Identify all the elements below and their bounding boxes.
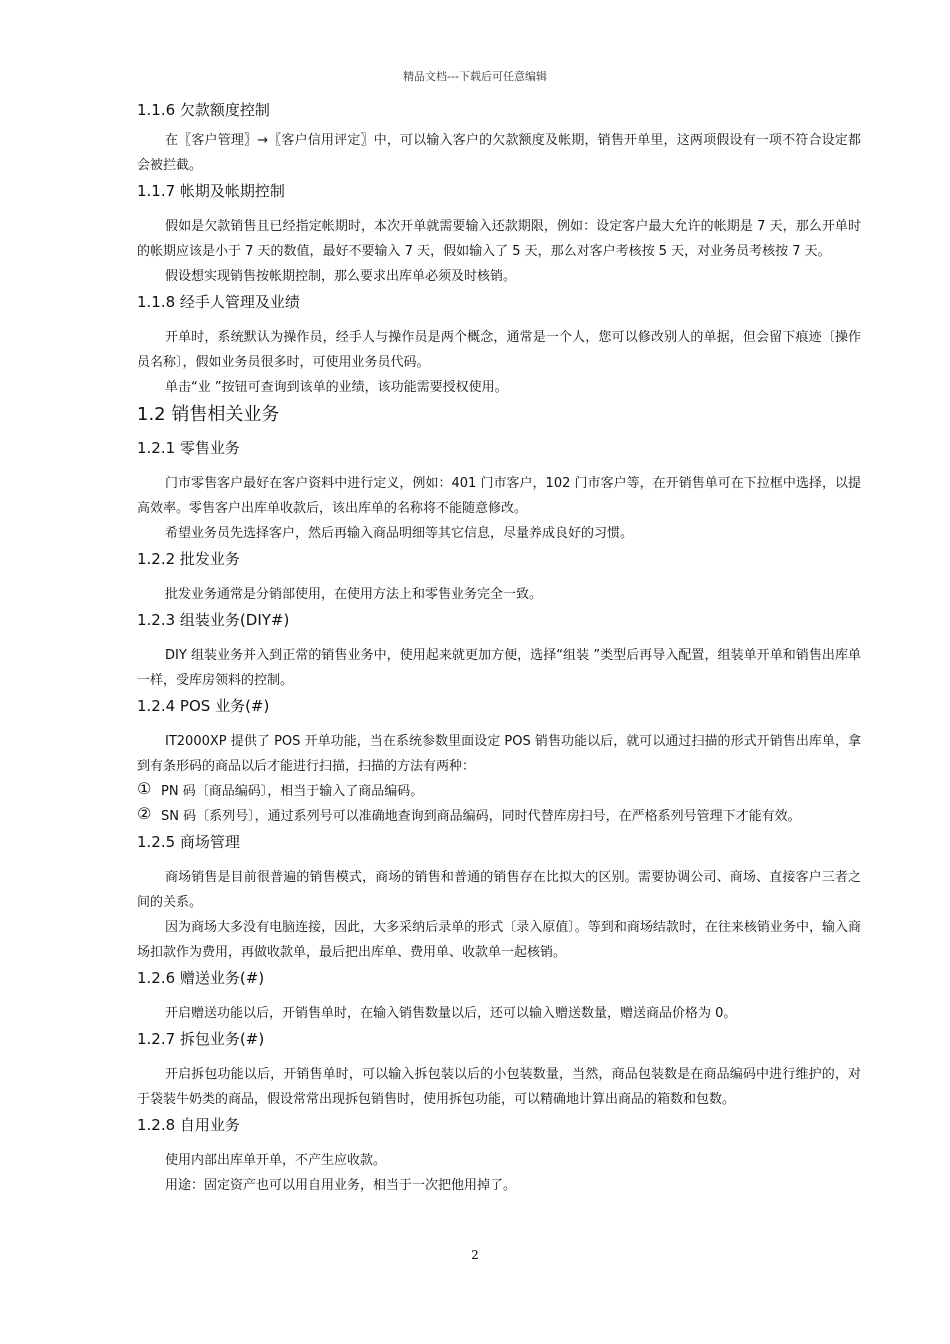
document-body: [137, 97, 861, 1198]
paragraph: 商场销售是目前很普遍的销售模式，商场的销售和普通的销售存在比拟大的区别。需要协调公司、商场、直接客户三者之间的关系。: [137, 870, 861, 910]
paragraph: 门市零售客户最好在客户资料中进行定义，例如：401 门市客户，102 门市客户等，在开销售单可在下拉框中选择，以提高效率。零售客户出库单收款后，该出库单的名称将不能随意修改。: [137, 476, 861, 516]
paragraph: 单击“业 ”按钮可查询到该单的业绩，该功能需要授权使用。: [165, 380, 508, 395]
paragraph: 假如是欠款销售且已经指定帐期时，本次开单就需要输入还款期限，例如：设定客户最大允许的帐期是 7 天，那么开单时的帐期应该是小于 7 天的数值，最好不要输入 7 天，假如输入了 5 天，那么对客户考核按 5 天，对业务员考核按 7 天。: [137, 219, 861, 259]
paragraph: IT2000XP 提供了 POS 开单功能，当在系统参数里面设定 POS 销售功能以后，就可以通过扫描的形式开销售出库单，拿到有条形码的商品以后才能进行扫描，扫描的方法有两种：: [137, 734, 861, 774]
list-text: PN 码〔商品编码〕，相当于输入了商品编码。: [161, 784, 424, 799]
paragraph: 开启赠送功能以后，开销售单时，在输入销售数量以后，还可以输入赠送数量，赠送商品价格为 0。: [165, 1006, 737, 1021]
paragraph: 希望业务员先选择客户，然后再输入商品明细等其它信息，尽量养成良好的习惯。: [165, 526, 634, 541]
paragraph: 批发业务通常是分销部使用，在使用方法上和零售业务完全一致。: [165, 587, 543, 602]
page-number: 2: [471, 1248, 479, 1262]
section-title-1-2: 1.2 销售相关业务: [137, 404, 280, 425]
paragraph: 因为商场大多没有电脑连接，因此，大多采纳后录单的形式〔录入原值〕。等到和商场结款时，在往来核销业务中，输入商场扣款作为费用，再做收款单，最后把出库单、费用单、收款单一起核销。: [137, 920, 861, 960]
section-title-1-2-4: 1.2.4 POS 业务(#): [137, 697, 270, 715]
section-title-1-2-7: 1.2.7 拆包业务(#): [137, 1030, 265, 1048]
section-title-1-1-7: 1.1.7 帐期及帐期控制: [137, 182, 285, 200]
section-title-1-2-3: 1.2.3 组装业务(DIY#): [137, 611, 290, 629]
list-text: SN 码〔系列号〕，通过系列号可以准确地查询到商品编码，同时代替库房扫号，在严格系列号管理下才能有效。: [161, 809, 801, 824]
section-title-1-2-8: 1.2.8 自用业务: [137, 1116, 240, 1134]
section-title-1-1-8: 1.1.8 经手人管理及业绩: [137, 293, 300, 311]
section-title-1-2-5: 1.2.5 商场管理: [137, 833, 240, 851]
list-item: [137, 804, 861, 829]
page-header: 精品文档---下载后可任意编辑: [403, 70, 547, 83]
section-title-1-2-1: 1.2.1 零售业务: [137, 439, 240, 457]
paragraph: 开单时，系统默认为操作员，经手人与操作员是两个概念，通常是一个人，您可以修改别人的单据，但会留下痕迹〔操作员名称〕，假如业务员很多时，可使用业务员代码。: [137, 330, 861, 370]
paragraph: 在〖客户管理〗→〖客户信用评定〗中，可以输入客户的欠款额度及帐期，销售开单里，这两项假设有一项不符合设定都会被拦截。: [137, 133, 861, 173]
section-title-1-2-6: 1.2.6 赠送业务(#): [137, 969, 265, 987]
section-title-1-2-2: 1.2.2 批发业务: [137, 550, 240, 568]
paragraph: 假设想实现销售按帐期控制，那么要求出库单必须及时核销。: [165, 269, 517, 284]
list-number: ①: [137, 779, 152, 798]
paragraph: 用途：固定资产也可以用自用业务，相当于一次把他用掉了。: [165, 1178, 517, 1193]
paragraph: 使用内部出库单开单，不产生应收款。: [165, 1153, 387, 1168]
paragraph: 开启拆包功能以后，开销售单时，可以输入拆包装以后的小包装数量，当然，商品包装数是在商品编码中进行维护的，对于袋装牛奶类的商品，假设常常出现拆包销售时，使用拆包功能，可以精确地计算出商品的箱数和包数。: [137, 1067, 861, 1107]
list-number: ②: [137, 804, 152, 823]
list-item: [137, 779, 861, 804]
paragraph: DIY 组装业务并入到正常的销售业务中，使用起来就更加方便，选择“组装 ”类型后再导入配置，组装单开单和销售出库单一样，受库房领料的控制。: [137, 648, 861, 688]
section-title-1-1-6: 1.1.6 欠款额度控制: [137, 101, 270, 119]
